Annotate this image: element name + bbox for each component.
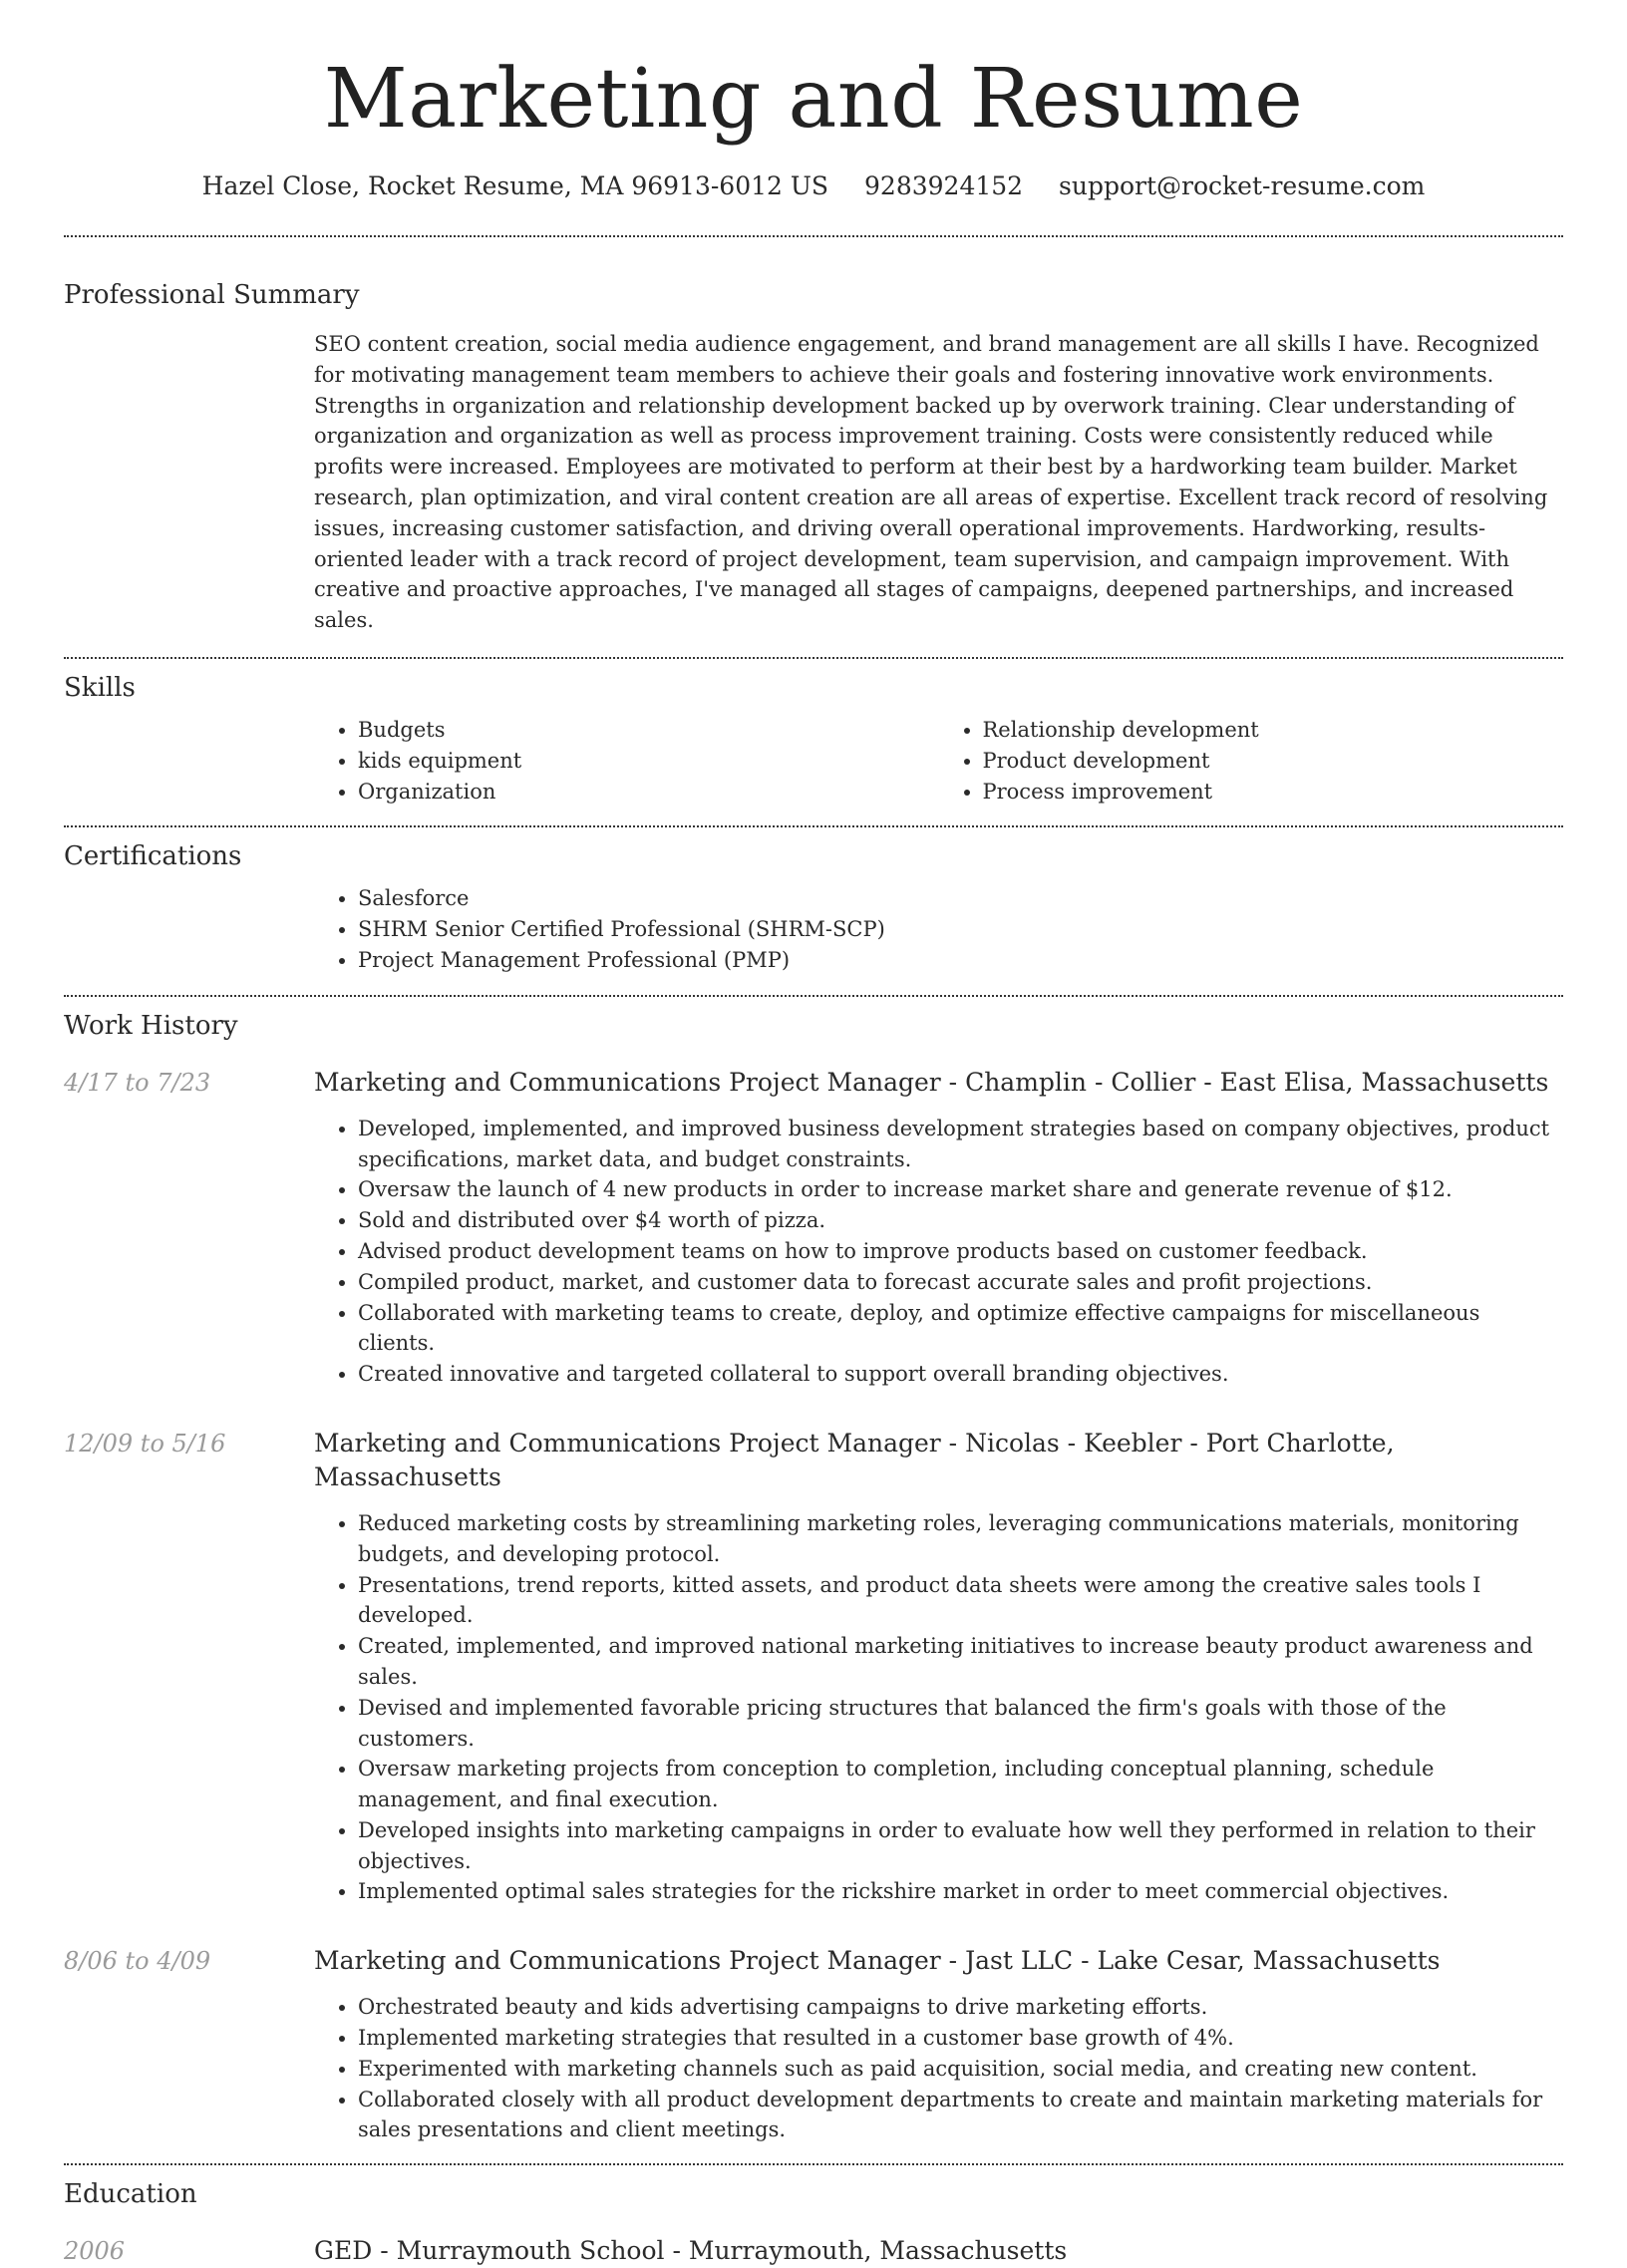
certifications-heading: Certifications bbox=[64, 841, 242, 872]
section-divider bbox=[64, 995, 1563, 997]
job-body bbox=[64, 1114, 1563, 1390]
job-bullets-wrap bbox=[314, 1508, 1563, 1907]
job-header bbox=[64, 1427, 1563, 1494]
contact-email: support@rocket-resume.com bbox=[1059, 171, 1426, 200]
job-title: Marketing and Communications Project Manager - Jast LLC - Lake Cesar, Massachusetts bbox=[314, 1946, 1441, 1976]
section-divider bbox=[64, 657, 1563, 659]
skills-section bbox=[64, 670, 1563, 807]
job-title: Marketing and Communications Project Manager - Champlin - Collier - East Elisa, Massachusetts bbox=[314, 1067, 1549, 1097]
job-body bbox=[64, 1508, 1563, 1907]
job-bullet: • Sold and distributed over $4 worth of pizza. bbox=[358, 1205, 1563, 1236]
skill-item: • Product development bbox=[983, 746, 1564, 777]
education-section bbox=[64, 2176, 1563, 2268]
job-bullet: • Experimented with marketing channels such as paid acquisition, social media, and creating new content. bbox=[358, 2054, 1563, 2085]
skill-item: • Organization bbox=[358, 777, 939, 808]
job-body bbox=[64, 1992, 1563, 2145]
education-title: GED - Murraymouth School - Murraymouth, Massachusetts bbox=[314, 2236, 1068, 2266]
job-entry bbox=[64, 1427, 1563, 1907]
job-bullet: • Reduced marketing costs by streamlining marketing roles, leveraging communications materials, monitoring budgets, and developing protocol. bbox=[358, 1508, 1563, 1570]
job-bullets bbox=[314, 1508, 1563, 1907]
section-divider bbox=[64, 235, 1563, 237]
summary-text: SEO content creation, social media audience engagement, and brand management are all skills I have. Recognized for motivating management team members to achieve their goals and fostering innovative work environments. Strengths in organization and relationship development backed up by overwork training. Clear understanding of organization and organization as well as process improvement training. Costs were consistently reduced while profits were increased. Employees are motivated to perform at their best by a hardworking team builder. Market research, plan optimization, and viral content creation are all areas of expertise. Excellent track record of resolving issues, increasing customer satisfaction, and driving overall operational improvements. Hardworking, results-oriented leader with a track record of project development, team supervision, and campaign improvement. With creative and proactive approaches, I've managed all stages of campaigns, deepened partnerships, and increased sales. bbox=[314, 332, 1548, 633]
job-bullet: • Created, implemented, and improved national marketing initiatives to increase beauty product awareness and sales. bbox=[358, 1631, 1563, 1693]
job-entry bbox=[64, 1066, 1563, 1390]
job-bullet: • Presentations, trend reports, kitted assets, and product data sheets were among the creative sales tools I developed. bbox=[358, 1570, 1563, 1632]
work-history-heading: Work History bbox=[64, 1010, 238, 1041]
job-bullets bbox=[314, 1992, 1563, 2145]
job-spacer bbox=[64, 1114, 314, 1390]
resume-title: Marketing and Resume bbox=[323, 52, 1304, 147]
job-bullet: • Implemented optimal sales strategies for the rickshire market in order to meet commercial objectives. bbox=[358, 1876, 1563, 1907]
job-bullet: • Developed, implemented, and improved business development strategies based on company objectives, product specifications, market data, and budget constraints. bbox=[358, 1114, 1563, 1175]
contact-line bbox=[64, 169, 1563, 203]
skill-item: • kids equipment bbox=[358, 746, 939, 777]
skill-item: • Relationship development bbox=[983, 715, 1564, 746]
certification-item: • Project Management Professional (PMP) bbox=[358, 945, 1563, 976]
job-spacer bbox=[64, 1992, 314, 2145]
skills-heading: Skills bbox=[64, 672, 136, 703]
resume-page bbox=[64, 0, 1563, 2268]
job-bullets-wrap bbox=[314, 1992, 1563, 2145]
contact-phone: 9283924152 bbox=[864, 171, 1024, 200]
job-dates: 4/17 to 7/23 bbox=[64, 1068, 211, 1097]
job-bullet: • Collaborated closely with all product development departments to create and maintain marketing materials for sales presentations and client meetings. bbox=[358, 2085, 1563, 2146]
education-entry bbox=[64, 2234, 1563, 2268]
section-divider bbox=[64, 2163, 1563, 2165]
skills-list-left bbox=[314, 715, 939, 807]
job-bullet: • Oversaw marketing projects from conception to completion, including conceptual planning, schedule management, and final execution. bbox=[358, 1754, 1563, 1815]
work-history-section bbox=[64, 1008, 1563, 2146]
certifications-list-wrap bbox=[314, 883, 1563, 975]
skill-item: • Budgets bbox=[358, 715, 939, 746]
certifications-section bbox=[64, 838, 1563, 975]
job-header bbox=[64, 1944, 1563, 1978]
job-bullet: • Collaborated with marketing teams to create, deploy, and optimize effective campaigns for miscellaneous clients. bbox=[358, 1298, 1563, 1360]
job-dates: 8/06 to 4/09 bbox=[64, 1947, 211, 1976]
certification-item: • Salesforce bbox=[358, 883, 1563, 914]
certifications-list bbox=[314, 883, 1563, 975]
job-bullet: • Oversaw the launch of 4 new products in order to increase market share and generate revenue of $12. bbox=[358, 1174, 1563, 1205]
job-bullets-wrap bbox=[314, 1114, 1563, 1390]
summary-heading: Professional Summary bbox=[64, 280, 360, 310]
job-bullet: • Orchestrated beauty and kids advertising campaigns to drive marketing efforts. bbox=[358, 1992, 1563, 2023]
education-year: 2006 bbox=[64, 2237, 126, 2266]
job-bullet: • Created innovative and targeted collateral to support overall branding objectives. bbox=[358, 1359, 1563, 1390]
job-bullet: • Devised and implemented favorable pricing structures that balanced the firm's goals with those of the customers. bbox=[358, 1693, 1563, 1755]
skills-list-right bbox=[939, 715, 1564, 807]
contact-address: Hazel Close, Rocket Resume, MA 96913-6012 US bbox=[201, 171, 829, 200]
job-bullet: • Compiled product, market, and customer data to forecast accurate sales and profit projections. bbox=[358, 1267, 1563, 1298]
skills-grid bbox=[314, 715, 1563, 807]
job-header bbox=[64, 1066, 1563, 1100]
job-title: Marketing and Communications Project Manager - Nicolas - Keebler - Port Charlotte, Massachusetts bbox=[314, 1428, 1395, 1491]
job-dates: 12/09 to 5/16 bbox=[64, 1429, 226, 1458]
job-bullet: • Implemented marketing strategies that resulted in a customer base growth of 4%. bbox=[358, 2023, 1563, 2054]
job-bullet: • Developed insights into marketing campaigns in order to evaluate how well they performed in relation to their objectives. bbox=[358, 1815, 1563, 1877]
job-bullets bbox=[314, 1114, 1563, 1390]
job-entry bbox=[64, 1944, 1563, 2145]
job-bullet: • Advised product development teams on how to improve products based on customer feedback. bbox=[358, 1236, 1563, 1267]
certification-item: • SHRM Senior Certified Professional (SHRM-SCP) bbox=[358, 914, 1563, 945]
section-divider bbox=[64, 825, 1563, 827]
summary-section bbox=[64, 277, 1563, 636]
education-heading: Education bbox=[64, 2179, 197, 2210]
job-spacer bbox=[64, 1508, 314, 1907]
skill-item: • Process improvement bbox=[983, 777, 1564, 808]
